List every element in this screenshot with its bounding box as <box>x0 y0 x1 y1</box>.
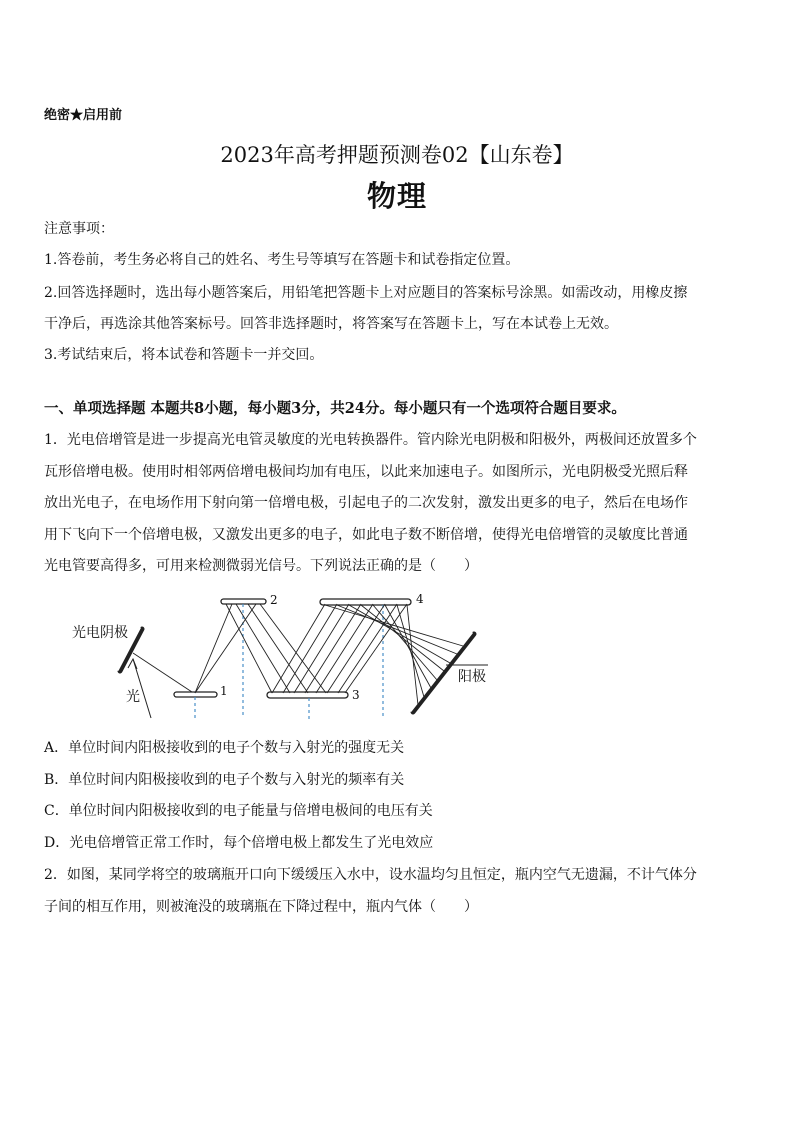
anode-label: 阳极 <box>458 669 486 685</box>
photomultiplier-figure <box>60 588 500 723</box>
option-d: D．光电倍增管正常工作时，每个倍增电极上都发生了光电效应 <box>44 835 434 851</box>
notice-line: 1.答卷前，考生务必将自己的姓名、考生号等填写在答题卡和试卷指定位置。 <box>44 252 520 268</box>
electron-rays <box>195 604 463 705</box>
cathode-label: 光电阴极 <box>72 625 128 641</box>
dynode-2 <box>221 599 266 604</box>
notice-line: 干净后，再选涂其他答案标号。回答非选择题时，将答案写在答题卡上，写在本试卷上无效。 <box>44 316 618 332</box>
notice-line: 3.考试结束后，将本试卷和答题卡一并交回。 <box>44 347 324 363</box>
notice-line: 2.回答选择题时，选出每小题答案后，用铅笔把答题卡上对应题目的答案标号涂黑。如需改动，用橡皮擦 <box>44 285 688 301</box>
dynode-3-label: 3 <box>352 688 360 702</box>
question-line: 用下飞向下一个倍增电极，又激发出更多的电子，如此电子数不断倍增，使得光电倍增管的灵敏度比普通 <box>44 527 688 543</box>
confidential-label: 绝密★启用前 <box>44 108 123 123</box>
dynode-4 <box>320 599 411 605</box>
question-line: 1．光电倍增管是进一步提高光电管灵敏度的光电转换器件。管内除光电阴极和阳极外，两极间还放置多个 <box>44 432 697 448</box>
option-b: B．单位时间内阳极接收到的电子个数与入射光的频率有关 <box>44 772 405 788</box>
subject-title: 物理 <box>366 179 427 213</box>
exam-title: 2023年高考押题预测卷02【山东卷】 <box>220 143 574 167</box>
light-label: 光 <box>126 689 140 705</box>
dynode-1-label: 1 <box>220 684 228 698</box>
question-line: 光电管要高得多，可用来检测微弱光信号。下列说法正确的是（ ） <box>44 558 478 574</box>
dynode-4-label: 4 <box>416 592 424 606</box>
option-a: A．单位时间内阳极接收到的电子个数与入射光的强度无关 <box>44 740 405 756</box>
option-c: C．单位时间内阳极接收到的电子能量与倍增电极间的电压有关 <box>44 803 433 819</box>
dynode-2-label: 2 <box>270 593 278 607</box>
question-line: 瓦形倍增电极。使用时相邻两倍增电极间均加有电压，以此来加速电子。如图所示，光电阴极受光照后释 <box>44 464 688 480</box>
question-line: 2．如图，某同学将空的玻璃瓶开口向下缓缓压入水中，设水温均匀且恒定，瓶内空气无遗漏，不计气体分 <box>44 867 697 883</box>
section-heading: 一、单项选择题 本题共8小题，每小题3分，共24分。每小题只有一个选项符合题目要求。 <box>44 400 626 417</box>
notice-heading: 注意事项： <box>44 221 114 237</box>
question-line: 放出光电子，在电场作用下射向第一倍增电极，引起电子的二次发射，激发出更多的电子，然后在电场作 <box>44 495 688 511</box>
question-line: 子间的相互作用，则被淹没的玻璃瓶在下降过程中，瓶内气体（ ） <box>44 899 478 915</box>
